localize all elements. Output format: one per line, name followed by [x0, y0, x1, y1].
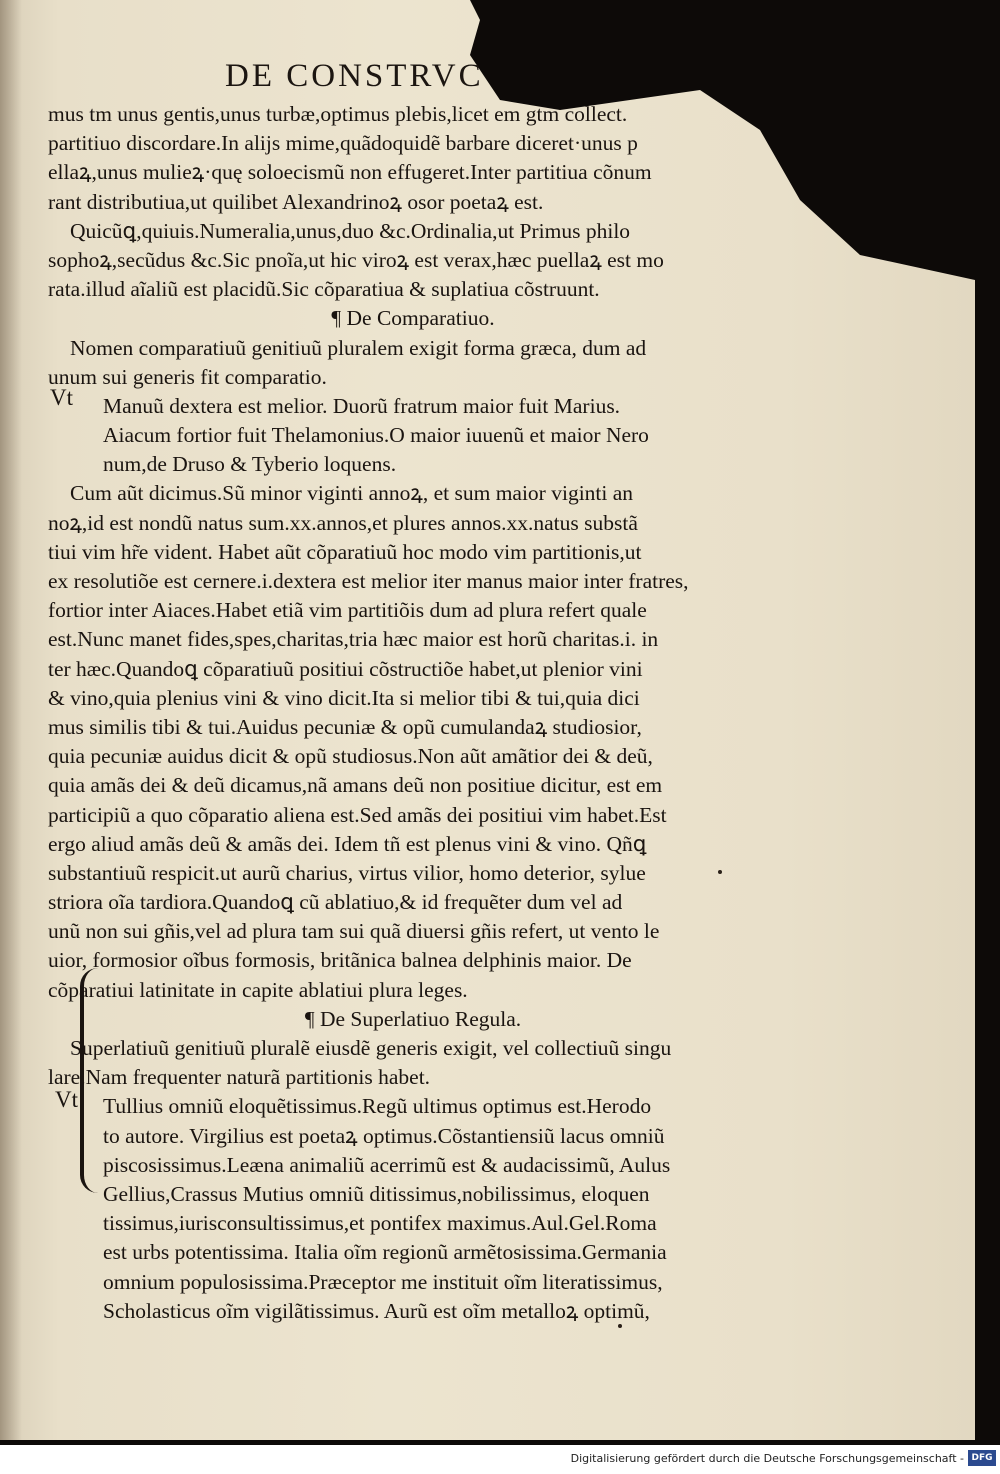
body-line: mus similis tibi & tui.Auidus pecuniæ & opũ cumulandaꝝ studiosior,: [48, 714, 642, 739]
body-line: ergo aliud amãs deũ & amãs dei. Idem tñ est plenus vini & vino. Qñꝗ: [48, 831, 647, 856]
text-line: Quicũꝗ,quiuis.Numeralia,unus,duo &c.Ordinalia,ut Primus philo: [70, 218, 631, 243]
example-line: piscosissimus.Leæna animaliũ acerrimũ est & audacissimũ, Aulus: [103, 1152, 671, 1177]
body-line: noꝝ,id est nondũ natus sum.xx.annos,et plures annos.xx.natus substã: [48, 510, 638, 535]
brace-bracket: [80, 968, 106, 1193]
example-line: Scholasticus oĩm vigilãtissimus. Aurũ est oĩm metalloꝝ optimũ,: [103, 1298, 650, 1323]
example-line: tissimus,iurisconsultissimus,et pontifex maximus.Aul.Gel.Roma: [103, 1211, 657, 1236]
body-line: est.Nunc manet fides,spes,charitas,tria hæc maior est horũ charitas.i. in: [48, 627, 659, 652]
rule-line: lare.Nam frequenter naturã partitionis habet.: [48, 1065, 431, 1090]
example-line: est urbs potentissima. Italia oĩm regionũ armẽtosissima.Germania: [103, 1240, 667, 1265]
example-line: Gellius,Crassus Mutius omniũ ditissimus,nobilissimus, eloquen: [103, 1181, 650, 1206]
example-line: Tullius omniũ eloquẽtissimus.Regũ ultimus optimus est.Herodo: [103, 1094, 652, 1119]
text-line: partitiuo discordare.In alijs mime,quãdoquidẽ barbare diceret·unus p: [48, 131, 638, 156]
vt-marker: Vt: [55, 1087, 78, 1112]
example-line: to autore. Virgilius est poetaꝝ optimus.Cõstantiensiũ lacus omniũ: [103, 1123, 665, 1148]
page-gutter-shadow: [0, 0, 22, 1440]
dfg-logo: DFG: [968, 1450, 996, 1466]
body-line: cõparatiui latinitate in capite ablatiui plura leges.: [48, 977, 468, 1002]
body-line: striora oĩa tardiora.Quandoꝗ cũ ablatiuo,& id frequẽter dum vel ad: [48, 890, 623, 915]
ink-speck: [718, 870, 722, 874]
page-text: [48, 100, 778, 1326]
body-line: quia pecuniæ auidus dicit & opũ studiosus.Non aũt amãtior dei & deũ,: [48, 744, 653, 769]
body-line: substantiuũ respicit.ut aurũ charius, virtus vilior, homo deterior, sylue: [48, 860, 646, 885]
running-head: DE CONSTRVC: [225, 58, 484, 94]
example-line: num,de Druso & Tyberio loquens.: [103, 452, 397, 477]
section-heading-superlatiuo: ¶ De Superlatiuo Regula.: [304, 1006, 522, 1031]
vt-marker: Vt: [50, 385, 73, 410]
section-heading-comparatiuo: ¶ De Comparatiuo.: [331, 306, 495, 331]
text-line: rata.illud aĩaliũ est placidũ.Sic cõparatiua & suplatiua cõstruunt.: [48, 277, 600, 302]
body-line: fortior inter Aiaces.Habet etiã vim partitiõis dum ad plura refert quale: [48, 598, 647, 623]
ink-speck: [618, 1324, 622, 1328]
rule-line: Nomen comparatiuũ genitiuũ pluralem exigit forma græca, dum ad: [70, 335, 647, 360]
example-line: Manuũ dextera est melior. Duorũ fratrum maior fuit Marius.: [103, 393, 621, 418]
body-line: ex resolutiõe est cernere.i.dextera est melior iter manus maior inter fratres,: [48, 569, 689, 593]
example-line: omnium populosissima.Præceptor me instituit oĩm literatissimus,: [103, 1269, 663, 1294]
rule-line: Superlatiuũ genitiuũ pluralẽ eiusdẽ generis exigit, vel collectiuũ singu: [70, 1036, 672, 1060]
text-line: rant distributiua,ut quilibet Alexandrinoꝝ osor poetaꝝ est.: [48, 189, 544, 214]
text-line: ellaꝝ,unus mulieꝝ·quę soloecismũ non effugeret.Inter partitiua cõnum: [48, 160, 652, 185]
funding-note: Digitalisierung gefördert durch die Deutsche Forschungsgemeinschaft -: [570, 1452, 964, 1465]
text-line: sophoꝝ,secũdus &c.Sic pnoĩa,ut hic viroꝝ est verax,hæc puellaꝝ est mo: [48, 247, 664, 272]
body-line: uior, formosior oĩbus formosis, britãnica balnea delphinis maior. De: [48, 948, 632, 973]
body-line: unũ non sui gñis,vel ad plura tam sui quã diuersi gñis refert, ut vento le: [48, 919, 660, 944]
body-line: ter hæc.Quandoꝗ cõparatiuũ positiui cõstructiõe habet,ut plenior vini: [48, 656, 643, 681]
body-line: quia amãs dei & deũ dicamus,nã amans deũ non positiue dicitur, est em: [48, 773, 663, 798]
body-line: & vino,quia plenius vini & vino dicit.Ita si melior tibi & tui,quia dici: [48, 685, 640, 710]
body-line: participiũ a quo cõparatio aliena est.Sed amãs dei positiui vim habet.Est: [48, 802, 667, 827]
example-line: Aiacum fortior fuit Thelamonius.O maior iuuenũ et maior Nero: [103, 423, 649, 448]
body-line: Cum aũt dicimus.Sũ minor viginti annoꝝ, et sum maior viginti an: [70, 481, 634, 506]
footer-bar: [0, 1445, 1000, 1474]
text-line: mus tm unus gentis,unus turbæ,optimus plebis,licet em gtm collect.: [48, 102, 628, 126]
body-line: tiui vim hr̃e vident. Habet aũt cõparatiuũ hoc modo vim partitionis,ut: [48, 539, 642, 564]
rule-line: unum sui generis fit comparatio.: [48, 364, 327, 389]
